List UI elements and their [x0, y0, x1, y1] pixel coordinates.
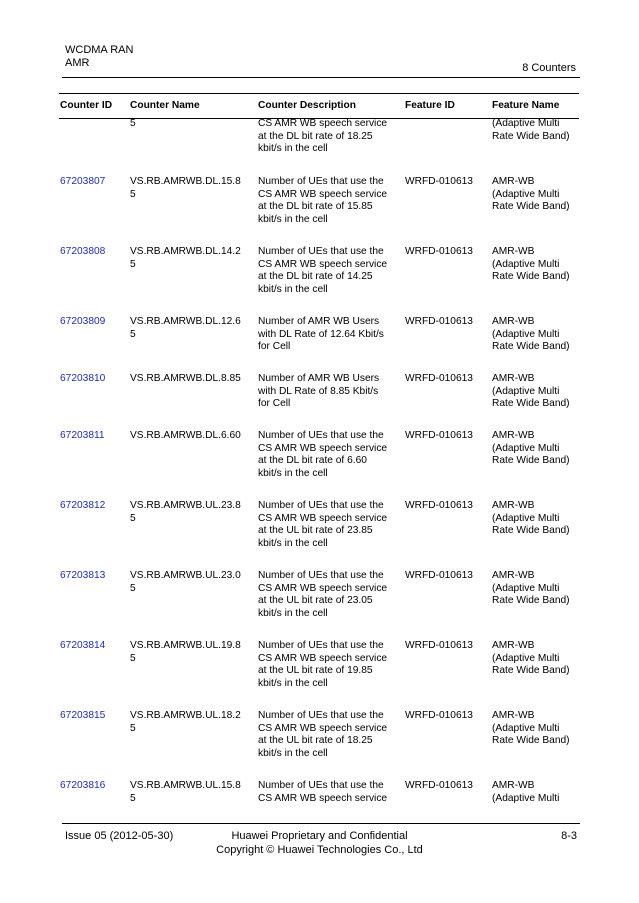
feature-id-cell: WRFD-010613 — [405, 500, 473, 511]
counter-name-cell: VS.RB.AMRWB.UL.15.8 5 — [130, 780, 241, 804]
counter-table — [59, 93, 579, 809]
counter-id-cell: 67203815 — [60, 710, 106, 721]
issue-info: Issue 05 (2012-05-30) — [65, 830, 174, 842]
feature-id-cell: WRFD-010613 — [405, 640, 473, 651]
running-header — [65, 44, 133, 70]
feature-name-cell: AMR-WB (Adaptive Multi Rate Wide Band) — [492, 246, 570, 283]
table-row — [59, 419, 579, 489]
counter-description-cell: Number of AMR WB Users with DL Rate of 8.85 Kbit/s for Cell — [258, 373, 380, 410]
table-header-row — [59, 93, 579, 119]
feature-id-cell: WRFD-010613 — [405, 176, 473, 187]
feature-id-cell: WRFD-010613 — [405, 430, 473, 441]
table-row — [59, 489, 579, 559]
column-header-feature-id: Feature ID — [405, 99, 455, 111]
counter-name-cell: 5 — [130, 118, 136, 129]
counter-name-cell: VS.RB.AMRWB.UL.23.8 5 — [130, 500, 241, 524]
feature-name-cell: AMR-WB (Adaptive Multi Rate Wide Band) — [492, 500, 570, 537]
product-name: WCDMA RAN — [65, 44, 134, 56]
feature-name-cell: AMR-WB (Adaptive Multi Rate Wide Band) — [492, 640, 570, 677]
feature-id-cell: WRFD-010613 — [405, 373, 473, 384]
counter-name-cell: VS.RB.AMRWB.DL.15.8 5 — [130, 176, 241, 200]
table-row — [59, 118, 579, 165]
feature-name-cell: AMR-WB (Adaptive Multi Rate Wide Band) — [492, 316, 570, 353]
counter-id-cell: 67203811 — [60, 430, 105, 441]
feature-name-cell: (Adaptive Multi Rate Wide Band) — [492, 118, 570, 142]
feature-name-cell: AMR-WB (Adaptive Multi — [492, 780, 560, 804]
footer-divider — [62, 823, 580, 824]
counter-name-cell: VS.RB.AMRWB.DL.12.6 5 — [130, 316, 241, 340]
counter-description-cell: Number of UEs that use the CS AMR WB speech service at the UL bit rate of 23.85 kbit/s in the cell — [258, 500, 388, 549]
document-title: AMR — [65, 57, 90, 69]
table-row — [59, 559, 579, 629]
feature-name-cell: AMR-WB (Adaptive Multi Rate Wide Band) — [492, 430, 570, 467]
column-header-counter-description: Counter Description — [258, 99, 356, 111]
counter-description-cell: Number of UEs that use the CS AMR WB speech service at the UL bit rate of 19.85 kbit/s in the cell — [258, 640, 388, 689]
counter-id-cell: 67203809 — [60, 316, 106, 327]
counter-id-cell: 67203810 — [60, 373, 106, 384]
feature-name-cell: AMR-WB (Adaptive Multi Rate Wide Band) — [492, 570, 570, 607]
counter-id-cell: 67203813 — [60, 570, 106, 581]
counter-id-cell: 67203812 — [60, 500, 106, 511]
feature-name-cell: AMR-WB (Adaptive Multi Rate Wide Band) — [492, 710, 570, 747]
counter-description-cell: Number of UEs that use the CS AMR WB speech service at the DL bit rate of 15.85 kbit/s in the cell — [258, 176, 388, 225]
feature-id-cell: WRFD-010613 — [405, 710, 473, 721]
counter-name-cell: VS.RB.AMRWB.UL.19.8 5 — [130, 640, 241, 664]
counter-id-cell: 67203816 — [60, 780, 106, 791]
table-row — [59, 165, 579, 235]
table-row — [59, 362, 579, 419]
confidentiality-notice: Huawei Proprietary and Confidential — [231, 830, 408, 842]
counter-name-cell: VS.RB.AMRWB.UL.23.0 5 — [130, 570, 241, 594]
counter-description-cell: CS AMR WB speech service at the DL bit rate of 18.25 kbit/s in the cell — [258, 118, 388, 155]
counter-name-cell: VS.RB.AMRWB.DL.14.2 5 — [130, 246, 241, 270]
feature-name-cell: AMR-WB (Adaptive Multi Rate Wide Band) — [492, 373, 570, 410]
feature-name-cell: AMR-WB (Adaptive Multi Rate Wide Band) — [492, 176, 570, 213]
counter-description-cell: Number of UEs that use the CS AMR WB speech service at the DL bit rate of 6.60 kbit/s in the cell — [258, 430, 388, 479]
counter-description-cell: Number of UEs that use the CS AMR WB speech service at the UL bit rate of 23.05 kbit/s in the cell — [258, 570, 388, 619]
feature-id-cell — [404, 118, 491, 165]
counter-description-cell: Number of UEs that use the CS AMR WB speech service — [258, 780, 388, 804]
table-row — [59, 235, 579, 305]
table-body — [59, 118, 579, 809]
counter-id-cell: 67203814 — [60, 640, 106, 651]
table-row — [59, 699, 579, 769]
table-row — [59, 629, 579, 699]
counter-id-cell: 67203807 — [60, 176, 106, 187]
counter-name-cell: VS.RB.AMRWB.DL.8.85 — [130, 373, 241, 384]
feature-id-cell: WRFD-010613 — [405, 246, 473, 257]
table-row — [59, 305, 579, 362]
counter-id-cell: 67203808 — [60, 246, 106, 257]
column-header-feature-name: Feature Name — [492, 99, 560, 111]
feature-id-cell: WRFD-010613 — [405, 316, 473, 327]
column-header-counter-id: Counter ID — [60, 99, 113, 111]
column-header-counter-name: Counter Name — [130, 99, 200, 111]
copyright-block — [0, 829, 639, 857]
copyright-notice: Copyright © Huawei Technologies Co., Ltd — [216, 844, 423, 856]
table-row — [59, 769, 579, 809]
counter-description-cell: Number of UEs that use the CS AMR WB speech service at the UL bit rate of 18.25 kbit/s in the cell — [258, 710, 388, 759]
feature-id-cell: WRFD-010613 — [405, 780, 473, 791]
chapter-title: 8 Counters — [522, 62, 576, 74]
counter-description-cell: Number of UEs that use the CS AMR WB speech service at the DL bit rate of 14.25 kbit/s in the cell — [258, 246, 388, 295]
counter-id-cell — [59, 118, 129, 165]
counter-name-cell: VS.RB.AMRWB.UL.18.2 5 — [130, 710, 241, 734]
feature-id-cell: WRFD-010613 — [405, 570, 473, 581]
page-number: 8-3 — [561, 830, 577, 842]
counter-name-cell: VS.RB.AMRWB.DL.6.60 — [130, 430, 241, 441]
counter-description-cell: Number of AMR WB Users with DL Rate of 12.64 Kbit/s for Cell — [258, 316, 384, 353]
header-divider — [62, 77, 580, 78]
